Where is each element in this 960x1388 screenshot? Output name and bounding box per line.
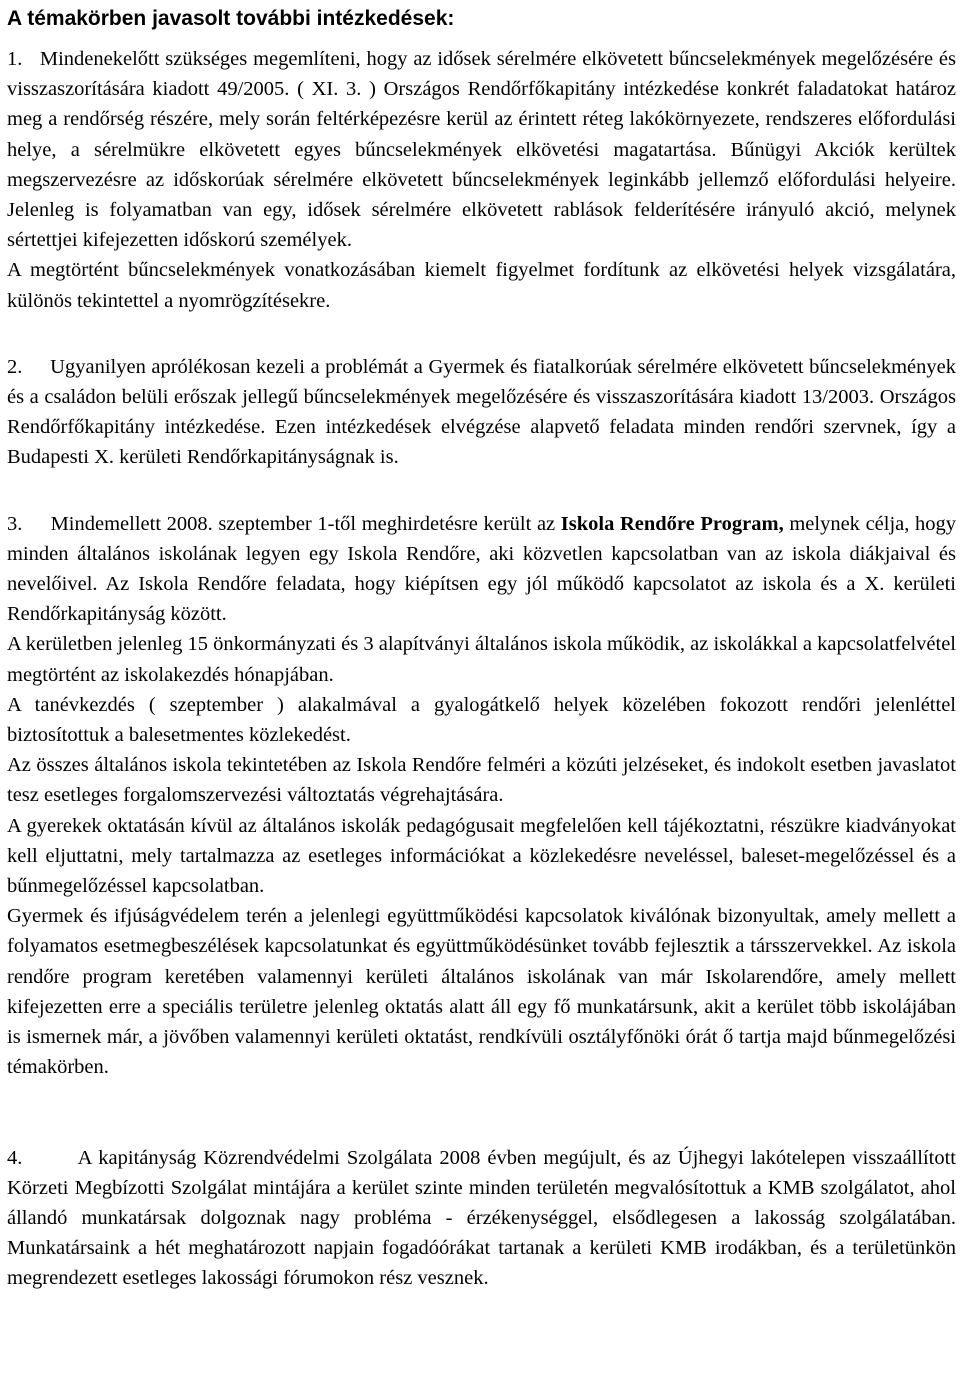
spacer [7, 1083, 956, 1143]
paragraph-4-text: A kapitányság Közrendvédelmi Szolgálata 2008 évben megújult, és az Újhegyi lakótelepen visszaállított Körzeti Megbízotti Szolgálat mintájára a kerület szinte minden területén megvalósítottuk a KMB szolgálatot, ahol állandó munkatársak dolgoznak nagy probléma - érzékenységgel, elsődlegesen a lakosság szolgálatában. Munkatársaink a hét meghatározott napjain fogadóórákat tartanak a kerületi KMB irodákban, és a területünkön megrendezett esetleges lakossági fórumokon rész vesznek. [7, 1146, 956, 1290]
paragraph-3-6: Gyermek és ifjúságvédelem terén a jelenlegi együttműködési kapcsolatok kiválónak bizonyultak, amely mellett a folyamatos esetmegbeszélések kapcsolatunkat és együttműködésünket tovább fejlesztik a társszervekkel. Az iskola rendőre program keretében valamennyi kerületi általános iskolának van már Iskolarendőre, amely mellett kifejezetten erre a speciális területre jelenleg oktatás alatt áll egy fő munkatársunk, akit a kerület több iskolájában is ismernek már, a jövőben valamennyi kerületi oktatást, rendkívüli osztályfőnöki órát ő tartja majd bűnmegelőzési témakörben. [7, 905, 956, 1079]
item-number-3: 3. [7, 512, 23, 535]
paragraph-3-5: A gyerekek oktatásán kívül az általános iskolák pedagógusait megfelelően kell tájékoztatni, részükre kiadványokat kell eljuttatni, mely tartalmazza az esetleges információkat a közlekedésre neveléssel, baleset-megelőzéssel és a bűnmegelőzéssel kapcsolatban. [7, 814, 956, 898]
paragraph-3-3: A tanévkezdés ( szeptember ) alakalmával a gyalogátkelő helyek közelében fokozott rendőri jelenléttel biztosítottuk a balesetmentes közlekedést. [7, 693, 956, 747]
paragraph-2-text: Ugyanilyen aprólékosan kezeli a problémát a Gyermek és fiatalkorúak sérelmére elkövetett bűncselekmények és a családon belüli erőszak jellegű bűncselekmények megelőzésére és visszaszorítására kiadott 13/2003. Országos Rendőrfőkapitány intézkedése. Ezen intézkedések elvégzése alapvető feladata minden rendőri szervnek, így a Budapesti X. kerületi Rendőrkapitányságnak is. [7, 355, 957, 469]
paragraph-3-text-b: melynek célja, hogy minden általános iskolának legyen egy Iskola Rendőre, aki közvetlen kapcsolatban van az iskola diákjaival és nevelőivel. Az Iskola Rendőre feladata, hogy kiépítsen egy jól működő kapcsolatot az iskola és a X. kerületi Rendőrkapitányság között. [7, 512, 957, 626]
item-number-1: 1. [7, 48, 23, 70]
paragraph-3-4: Az összes általános iskola tekintetében az Iskola Rendőre felméri a közúti jelzéseket, és indokolt esetben javaslatot tesz esetleges forgalomszervezési változtatás végrehajtására. [7, 754, 956, 807]
paragraph-1b: A megtörtént bűncselekmények vonatkozásában kiemelt figyelmet fordítunk az elkövetési helyek vizsgálatára, különös tekintettel a nyomrögzítésekre. [7, 259, 956, 312]
paragraph-3-text-a: Mindemellett 2008. szeptember 1-től meghirdetésre került az [50, 512, 556, 535]
paragraph-3-2: A kerületben jelenleg 15 önkormányzati és 3 alapítványi általános iskola működik, az iskolákkal a kapcsolatfelvétel megtörtént az iskolakezdés hónapjában. [7, 633, 956, 686]
paragraph-1-text: Mindenekelőtt szükséges megemlíteni, hogy az idősek sérelmére elkövetett bűncselekmények megelőzésére és visszaszorítására kiadott 49/2005. ( XI. 3. ) Országos Rendőrfőkapitány intézkedése konkrét faladatokat határoz meg a rendőrség részére, mely során feltérképezésre kerül az érintett réteg lakókörnyezete, rendszeres előfordulási helye, a sérelmükre elkövetett egyes bűncselekmények elkövetési magatartása. Bűnügyi Akciók kerültek megszervezésre az időskorúak sérelmére elkövetett bűncselekmények leginkább jellemző előfordulási helyeire. Jelenleg is folyamatban van egy, idősek sérelmére elkövetett rablások felderítésére irányuló akció, melynek sértettjei kifejezetten időskorú személyek. [7, 48, 957, 252]
document-page [7, 0, 956, 1294]
paragraph-1 [7, 44, 956, 255]
item-number-2: 2. [7, 355, 23, 378]
item-number-4: 4. [7, 1146, 23, 1169]
spacer [7, 473, 956, 509]
paragraph-3 [7, 509, 956, 630]
paragraph-4 [7, 1143, 956, 1294]
school-police-program-title: Iskola Rendőre Program, [560, 512, 784, 535]
section-heading: A témakörben javasolt további intézkedések: [7, 7, 455, 30]
spacer [7, 316, 956, 352]
spacer [7, 32, 956, 44]
paragraph-2 [7, 352, 956, 473]
